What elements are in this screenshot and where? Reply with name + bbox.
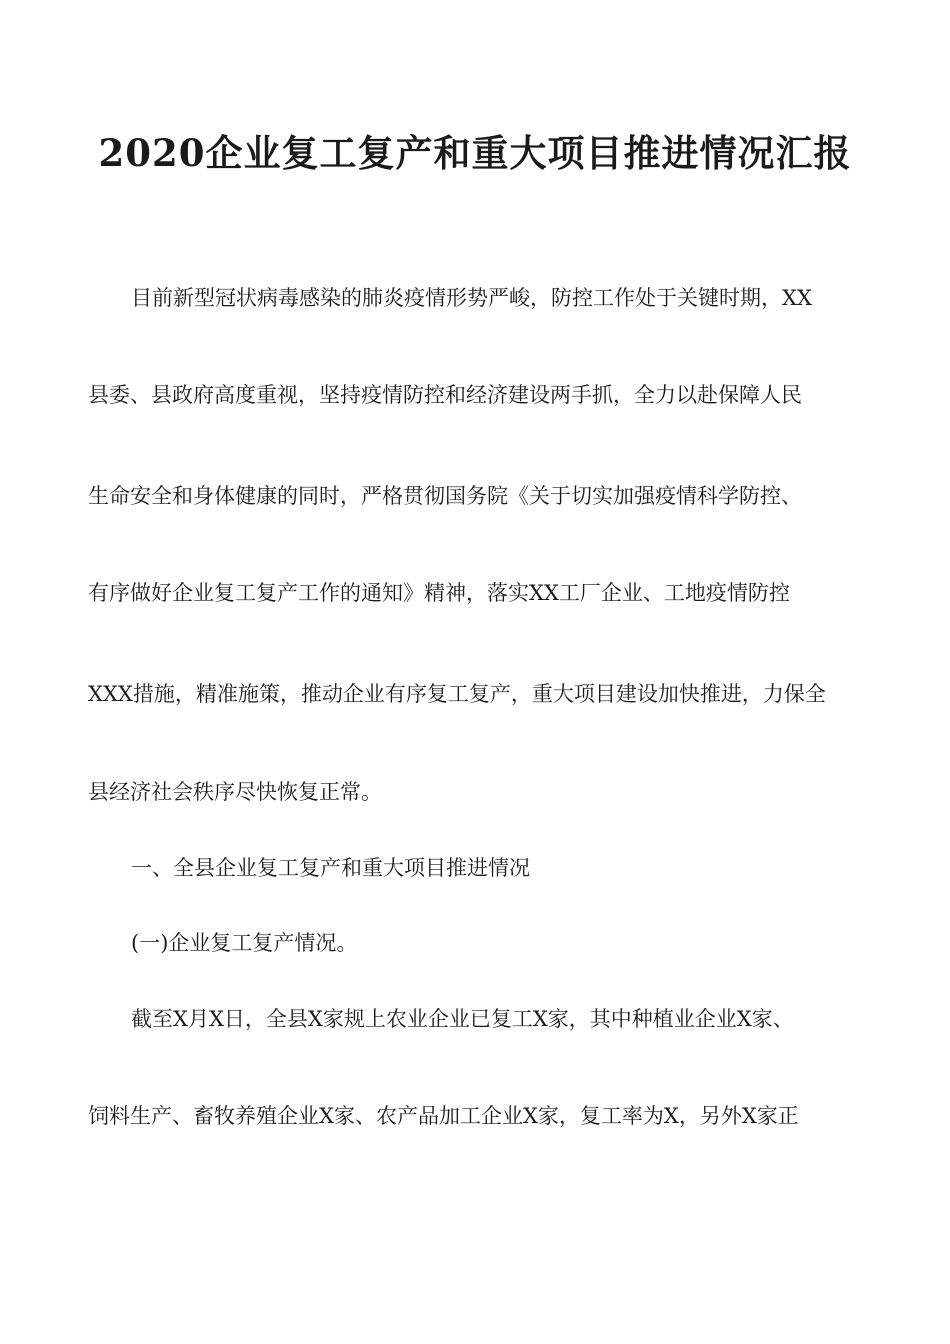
paragraph-line: 县经济社会秩序尽快恢复正常。: [88, 780, 382, 804]
paragraph-line: XXX措施，精准施策，推动企业有序复工复产，重大项目建设加快推进，力保全: [88, 682, 826, 706]
subsection-heading: (一)企业复工复产情况。: [131, 931, 358, 955]
paragraph-line: 截至X月X日，全县X家规上农业企业已复工X家，其中种植业企业X家、: [131, 1007, 794, 1031]
document-title: 2020企业复工复产和重大项目推进情况汇报: [98, 131, 852, 175]
paragraph-line: 饲料生产、畜牧养殖企业X家、农产品加工企业X家，复工率为X，另外X家正: [88, 1104, 799, 1128]
paragraph-line: 县委、县政府高度重视，坚持疫情防控和经济建设两手抓，全力以赴保障人民: [88, 383, 802, 407]
paragraph-line: 目前新型冠状病毒感染的肺炎疫情形势严峻，防控工作处于关键时期，XX: [131, 286, 812, 310]
paragraph-line: 有序做好企业复工复产工作的通知》精神，落实XX工厂企业、工地疫情防控: [88, 581, 790, 605]
paragraph-line: 生命安全和身体健康的同时，严格贯彻国务院《关于切实加强疫情科学防控、: [88, 484, 802, 508]
section-heading: 一、全县企业复工复产和重大项目推进情况: [131, 856, 530, 880]
